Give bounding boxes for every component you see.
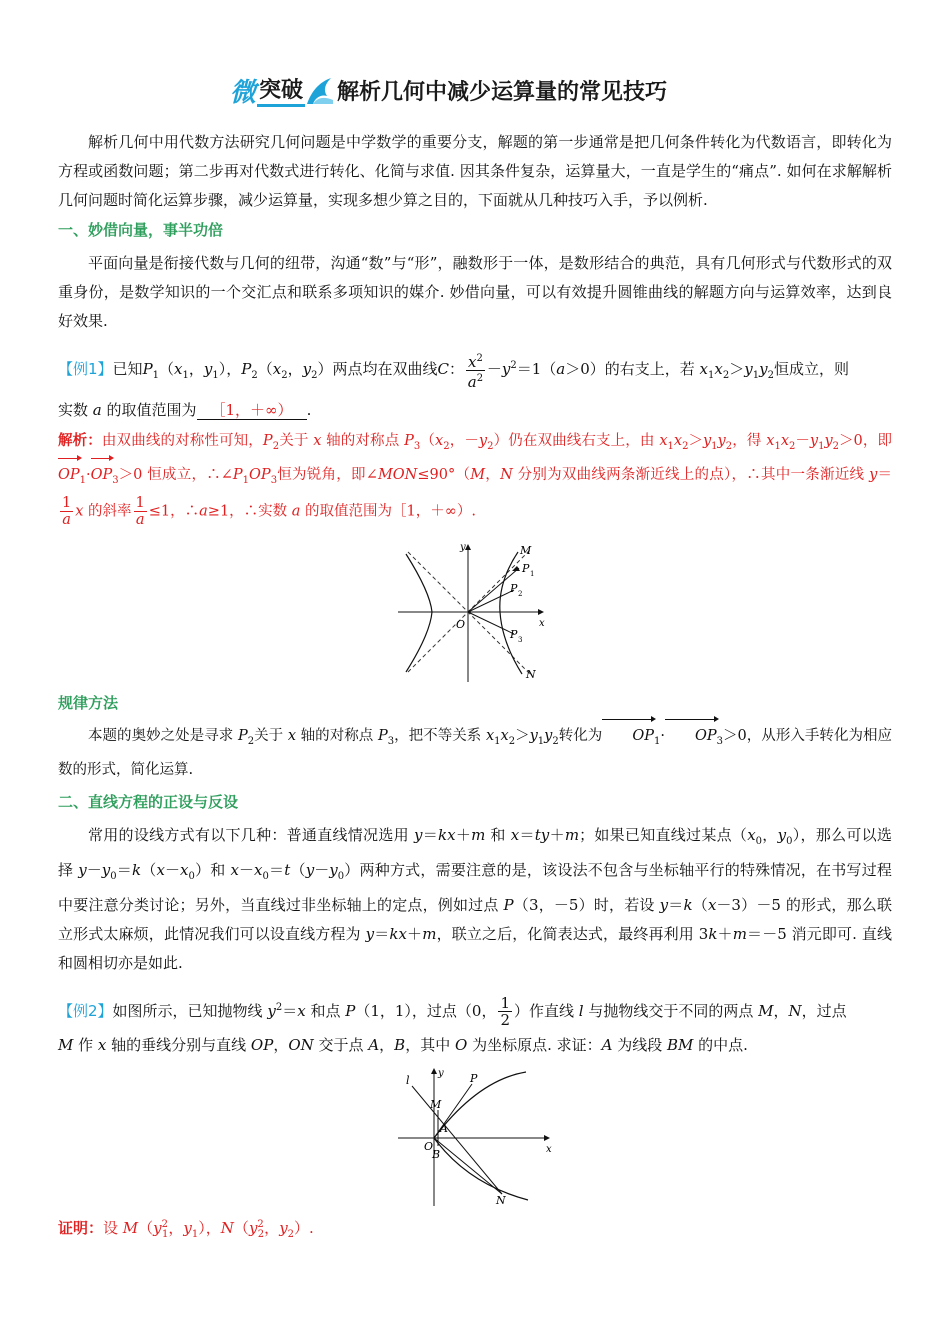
section1-heading: 一、妙借向量，事半功倍 <box>58 221 224 239</box>
example2-statement-cont: M 作 x 轴的垂线分别与直线 OP，ON 交于点 A，B，其中 O 为坐标原点. 求证：A 为线段 BM 的中点. <box>58 1035 748 1054</box>
method-heading: 规律方法 <box>58 693 119 712</box>
parabola-figure <box>398 1066 558 1206</box>
example1-solution: 解析：由双曲线的对称性可知，$P_2$关于 x 轴的对称点 $P_3(x_2$，$-y_2$）仍在双曲线右支上，由 $x_1x_2>y_1y_2$，得 $x_1x_2-y_1y_2>0$，即$OP_1\cdot OP_3>0$ 恒成立，$\therefore\angle P_1OP_3$恒为锐角，即∠MON≤90°（M，N 分别为双曲线两条渐近线上的点），∴其中一条渐近线 y＝ $\frac{1}{a}$ x 的斜率 $\frac{1}{a}$ ≤1，∴a≥1，∴实数 a 的取值范围为［1，＋∞）. <box>58 433 893 528</box>
fig2-label-y: y <box>438 1067 444 1079</box>
fig1-label-P1: P <box>522 561 530 575</box>
fig1-label-P3: P <box>510 627 518 641</box>
example2-tag: 【例2】 <box>58 1001 113 1020</box>
fig2-label-B: B <box>432 1147 441 1161</box>
fig2-label-N: N <box>496 1193 506 1206</box>
fig2-label-P: P <box>470 1071 478 1085</box>
fig1-label-y: y <box>460 541 466 553</box>
parabola-curve <box>434 1072 528 1200</box>
example2-proof: 证明：设 $M(y^2_1$，$y_1$），$N(y^2_2$，$y_2$）. <box>58 1218 314 1240</box>
fig2-label-M: M <box>430 1097 442 1111</box>
solution-label: 解析： <box>58 433 102 449</box>
example1-answer: ［1，＋∞） <box>197 401 307 420</box>
fig2-label-O: O <box>424 1139 434 1153</box>
example1-blank-line: 实数 a 的取值范围为 ［1，＋∞） . <box>58 401 312 419</box>
hyperbola-figure <box>398 542 548 682</box>
section1-paragraph: 平面向量是衔接代数与几何的纽带，沟通“数”与“形”，融数形于一体，是数形结合的典范，具有几何形式与代数形式的双重身份，是数学知识的一个交汇点和联系多项知识的媒介. 妙借向量，可以有效提升圆锥曲线的解题方向与运算效率，达到良好效果. <box>58 254 892 330</box>
section2-heading: 二、直线方程的正设与反设 <box>58 792 239 811</box>
method-paragraph: 本题的奥妙之处是寻求 $P_2$关于 x 轴的对称点 $P_3$，把不等关系 $x_1x_2>y_1y_2$转化为 $OP_1\cdot OP_3>0$，从形入手转化为相应数的形式，简化运算. <box>58 722 892 785</box>
fig1-label-P2: P <box>510 581 518 595</box>
example2-statement: 【例2】如图所示，已知抛物线 $y^2=x$ 和点 P（1，1），过点（0， $\frac{1}{2}$ ）作直线 l 与抛物线交于不同的两点 M，N，过点 <box>58 994 847 1030</box>
fig1-label-O: O <box>456 617 466 631</box>
proof-label: 证明： <box>58 1218 104 1237</box>
logo-label: 突破 <box>257 73 305 107</box>
fig1-sub-1: 1 <box>530 569 535 578</box>
page-title: 解析几何中减少运算量的常见技巧 <box>337 79 668 105</box>
fig1-label-M: M <box>520 543 532 557</box>
fig1-sub-3: 3 <box>518 635 523 644</box>
logo-wei-mark: 微 <box>230 77 256 108</box>
fig1-sub-2: 2 <box>518 589 523 598</box>
fig1-label-N: N <box>526 667 536 681</box>
section2-paragraph: 常用的设线方式有以下几种：普通直线情况选用 y＝kx＋m 和 x＝ty＋m；如果已知直线过某点（$x_0$，$y_0$），那么可以选择 $y-y_0=k(x-x_0)$和 $x-x_0=t(y-y_0)$两种方式，需要注意的是，该设法不包含与坐标轴平行的特殊情况，在书写过程中要注意分类讨论；另外，当直线过非坐标轴上的定点，例如过点 P（3，－5）时，若设 y＝k（x－3）－5 的形式，那么联立形式太麻烦，此情况我们可以设直线方程为 y＝kx＋m，联立之后，化简表达式，最终再利用 3k＋m＝－5 消元即可. 直线和圆相切亦是如此. <box>58 825 892 972</box>
example1-statement: 【例1】已知$P_1(x_1$，$y_1$），$P_2(x_2$，$y_2$）两点均在双曲线C： $\frac{x^2}{a^2}$ $-y^2=1(a>0)$的右支上，若 $x_1x_2>y_1y_2$恒成立，则 <box>58 352 849 391</box>
fig2-label-l: l <box>406 1073 410 1087</box>
intro-paragraph: 解析几何中用代数方法研究几何问题是中学数学的重要分支，解题的第一步通常是把几何条件转化为代数语言，即转化为方程或函数问题；第二步再对代数式进行转化、化简与求值. 因其条件复杂，运算量大，一直是学生的“痛点”. 如何在求解解析几何问题时简化运算步骤，减少运算量，实现多想少算之目的，下面就从几种技巧入手，予以例析. <box>58 133 892 209</box>
document-body <box>58 70 892 1249</box>
fig2-label-A: A <box>440 1121 448 1135</box>
line-ON <box>434 1138 502 1194</box>
fig1-label-x: x <box>539 617 545 629</box>
example1-tag: 【例1】 <box>58 360 113 378</box>
fig2-label-x: x <box>546 1143 552 1155</box>
